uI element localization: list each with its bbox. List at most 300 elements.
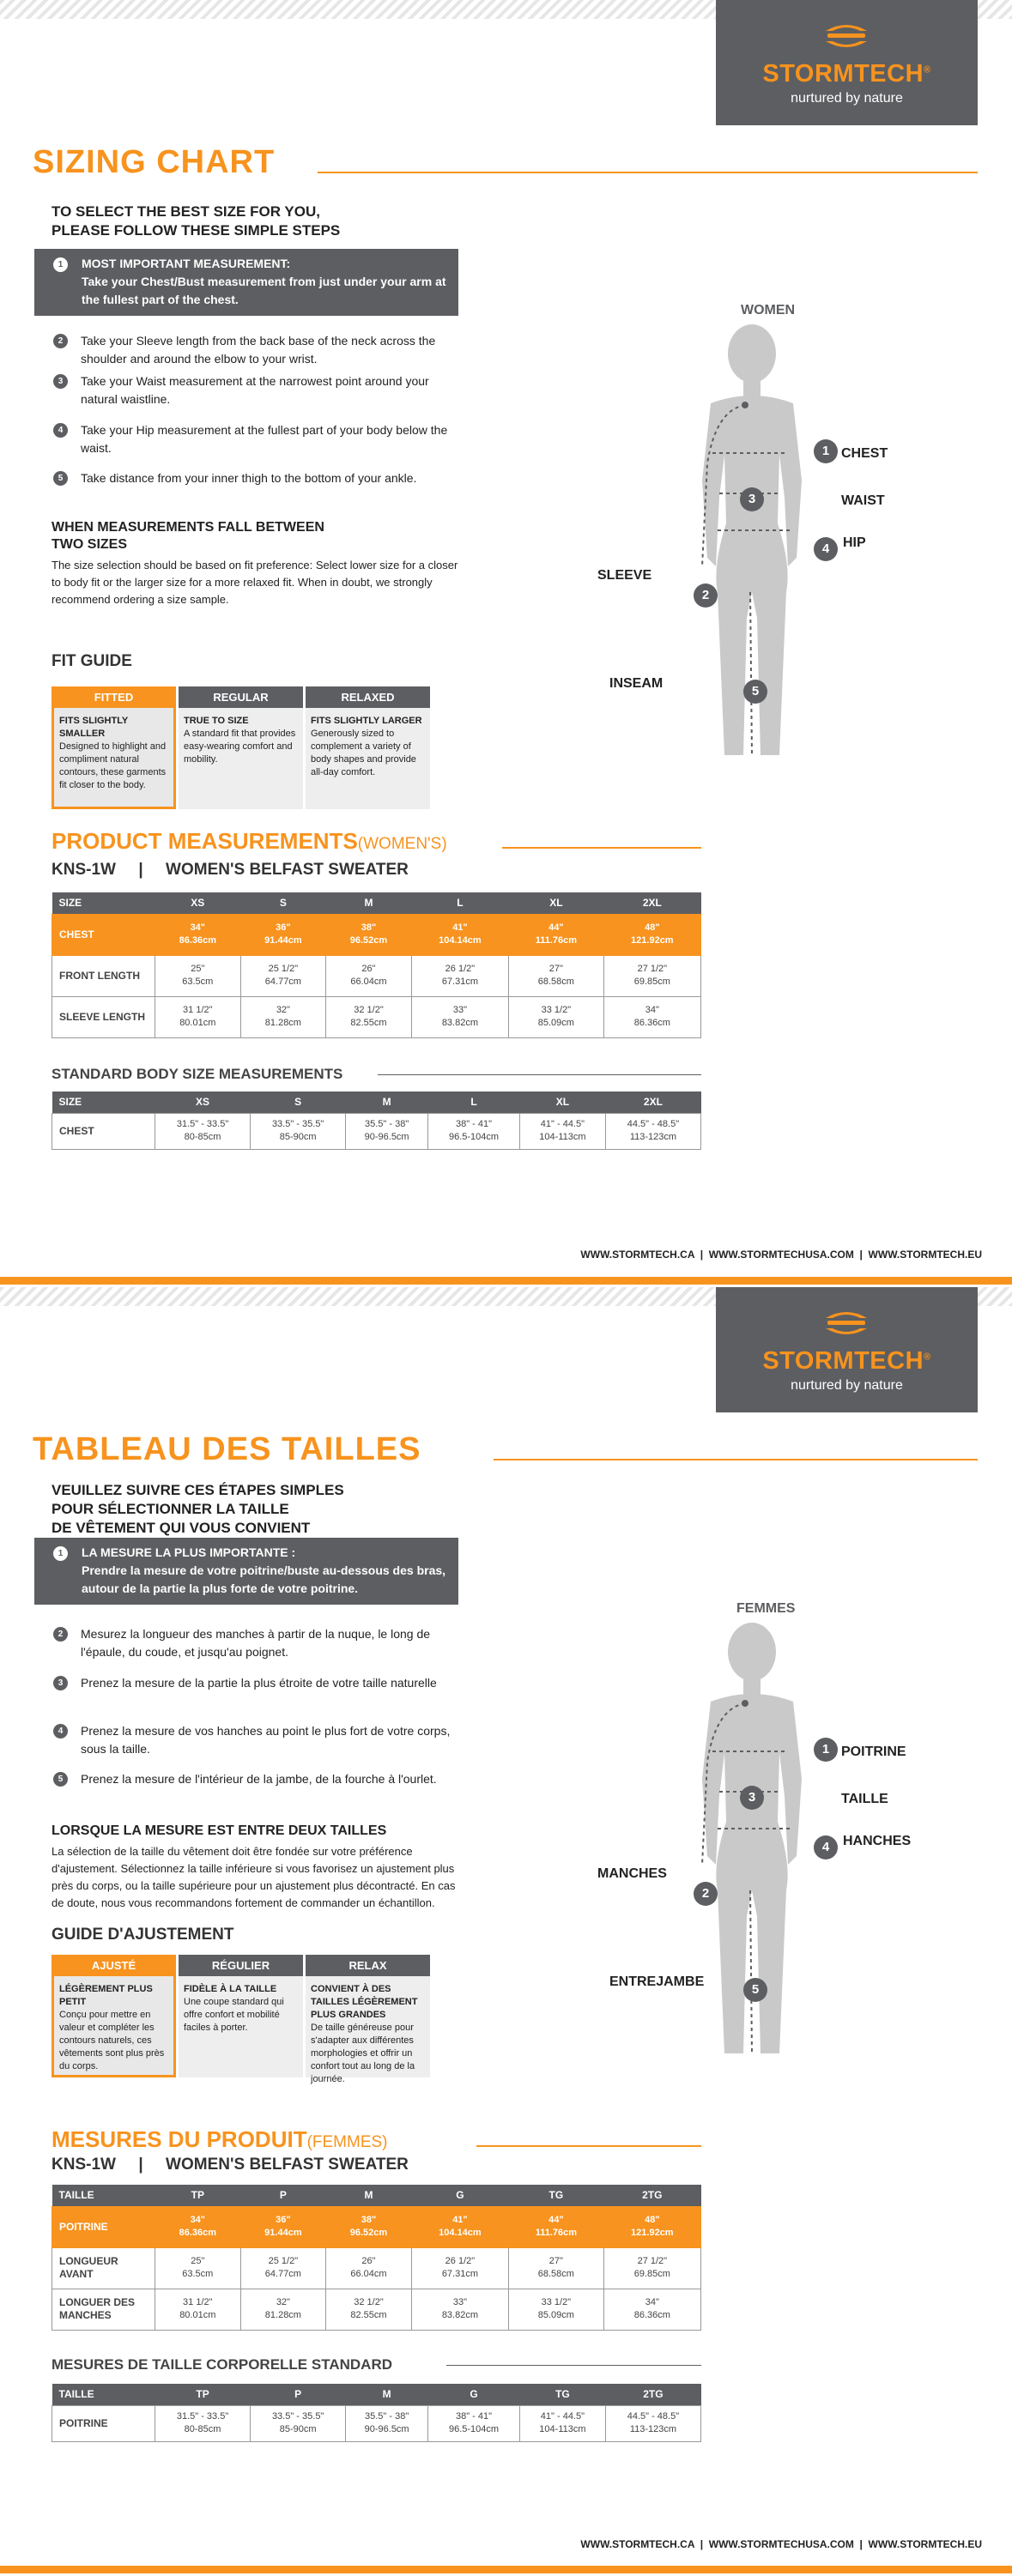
table-cell (603, 2206, 700, 2247)
cell-cm: 64.77cm (264, 2269, 301, 2279)
title-rule (318, 172, 978, 173)
cell-inches: 41" (452, 922, 468, 933)
cell-inches: 33.5" - 35.5" (271, 1119, 324, 1129)
cell-inches: 35.5" - 38" (365, 1119, 409, 1129)
fit-option-body (52, 708, 176, 809)
brand-reg: ® (924, 1351, 931, 1363)
cell-cm: 91.44cm (264, 935, 302, 946)
table-cell (346, 2405, 428, 2441)
table-cell (155, 2289, 241, 2330)
table-header-cell: TAILLE (52, 2185, 155, 2206)
footer-bar (0, 1277, 1012, 1285)
intro-line: TO SELECT THE BEST SIZE FOR YOU, (52, 203, 320, 220)
cell-cm: 67.31cm (441, 977, 479, 987)
product-measurements-main: PRODUCT MEASUREMENTS (52, 828, 358, 854)
cell-inches: 33 1/2" (541, 1005, 572, 1015)
step-number: 1 (53, 1546, 68, 1561)
table-cell (509, 996, 604, 1037)
step-text: Take your Waist measurement at the narrowest point around your natural waistline. (81, 374, 429, 406)
table-cell (155, 2247, 241, 2289)
footer-links: WWW.STORMTECH.CA | WWW.STORMTECHUSA.COM | WWW.STORMTECH.EU (580, 1249, 982, 1261)
table-cell (509, 2206, 604, 2247)
product-measurement-table (52, 2185, 701, 2331)
fit-option-body (306, 708, 430, 809)
figure-callout-chest: CHEST (841, 446, 888, 461)
table-cell (240, 2206, 326, 2247)
intro-line: PLEASE FOLLOW THESE SIMPLE STEPS (52, 222, 341, 239)
table-header-cell: XS (155, 892, 241, 914)
fit-option-title: LÉGÈREMENT PLUS PETIT (59, 1984, 153, 2007)
product-name: KNS-1W | WOMEN'S BELFAST SWEATER (52, 2156, 409, 2174)
fit-option-body (179, 1976, 303, 2077)
table-cell (326, 996, 412, 1037)
cell-inches: 27 1/2" (637, 2256, 668, 2266)
cell-inches: 33" (452, 1005, 467, 1015)
table-cell (240, 2247, 326, 2289)
table-cell (509, 914, 604, 955)
cell-cm: 80-85cm (184, 2424, 221, 2434)
table-cell (519, 2405, 605, 2441)
table-cell (411, 914, 508, 955)
table-cell (519, 1113, 605, 1149)
table-row (52, 955, 701, 996)
cell-cm: 69.85cm (633, 2269, 670, 2279)
table-cell (155, 1113, 251, 1149)
cell-inches: 25" (191, 964, 205, 974)
fit-option-0 (52, 1955, 176, 2077)
figure-callout-hip: HIP (843, 535, 866, 550)
cell-cm: 81.28cm (264, 1018, 301, 1028)
table-header-row (52, 2384, 701, 2405)
cell-inches: 34" (190, 2215, 206, 2225)
step-number: 3 (53, 374, 68, 389)
figure-callout-waist: WAIST (841, 493, 885, 508)
cell-cm: 85-90cm (279, 2424, 317, 2434)
table-header-cell: TP (155, 2384, 251, 2405)
table-header-cell: M (326, 892, 412, 914)
step-text: Take your Hip measurement at the fullest part of your body below the waist. (81, 423, 448, 455)
cell-cm: 86.36cm (179, 2228, 217, 2238)
product-measurements-rule (476, 2145, 701, 2147)
figure-callout-inseam: ENTREJAMBE (609, 1974, 705, 1989)
table-cell (603, 2289, 700, 2330)
cell-cm: 90-96.5cm (364, 1132, 409, 1142)
row-label: LONGUER DES MANCHES (52, 2289, 155, 2330)
fit-option-text: Conçu pour mettre en valeur et compléter les contours naturels, ces vêtements sont plus près du corps. (59, 2010, 165, 2071)
cell-inches: 35.5" - 38" (365, 2411, 409, 2422)
figure-marker-hip: 4 (814, 1835, 838, 1859)
step-number: 5 (53, 471, 68, 486)
table-cell (603, 2247, 700, 2289)
table-cell (605, 1113, 700, 1149)
table-row (52, 2405, 701, 2441)
fit-option-title: TRUE TO SIZE (184, 716, 249, 726)
table-cell (411, 955, 508, 996)
step-1-head: LA MESURE LA PLUS IMPORTANTE : (82, 1545, 296, 1559)
table-cell (155, 2206, 241, 2247)
cell-inches: 33 1/2" (541, 2297, 572, 2307)
fit-option-title: CONVIENT À DES TAILLES LÉGÈREMENT PLUS GRANDES (311, 1984, 418, 2020)
cell-inches: 38" - 41" (455, 2411, 493, 2422)
cell-cm: 121.92cm (631, 2228, 674, 2238)
cell-cm: 90-96.5cm (364, 2424, 409, 2434)
table-header-cell: XL (519, 1091, 605, 1113)
page-title: TABLEAU DES TAILLES (33, 1431, 421, 1467)
cell-inches: 34" (645, 2297, 659, 2307)
cell-inches: 31.5" - 33.5" (176, 2411, 229, 2422)
table-header-cell: M (346, 1091, 428, 1113)
table-header-cell: G (411, 2185, 508, 2206)
cell-inches: 44.5" - 48.5" (627, 1119, 680, 1129)
table-cell (240, 955, 326, 996)
table-cell (411, 996, 508, 1037)
table-header-row (52, 2185, 701, 2206)
cell-inches: 38" - 41" (455, 1119, 493, 1129)
cell-cm: 96.5-104cm (448, 1132, 500, 1142)
cell-cm: 86.36cm (179, 935, 217, 946)
table-header-cell: XS (155, 1091, 251, 1113)
row-label: CHEST (52, 914, 155, 955)
table-cell (411, 2206, 508, 2247)
figure-callout-chest: POITRINE (841, 1745, 906, 1759)
step-1-box (34, 1538, 458, 1605)
cell-cm: 66.04cm (350, 977, 387, 987)
cell-inches: 25 1/2" (268, 964, 299, 974)
cell-cm: 80-85cm (184, 1132, 221, 1142)
table-cell (251, 1113, 346, 1149)
row-label: CHEST (52, 1113, 155, 1149)
between-sizes-body: The size selection should be based on fit preference: Select lower size for a closer to body fit or the larger size for a more relaxed fit. When in doubt, we strongly recommend ordering a size sample. (52, 559, 458, 606)
table-header-cell: L (411, 892, 508, 914)
cell-cm: 83.82cm (441, 2310, 479, 2320)
fit-option-body (52, 1976, 176, 2077)
step-text: Take distance from your inner thigh to the bottom of your ankle. (81, 471, 417, 485)
step-1-box (34, 249, 458, 316)
step-number: 4 (53, 423, 68, 438)
fit-option-head: REGULAR (179, 686, 303, 708)
cell-cm: 80.01cm (179, 2310, 216, 2320)
cell-cm: 111.76cm (535, 2228, 578, 2238)
cell-inches: 26" (361, 2256, 376, 2266)
cell-inches: 25" (191, 2256, 205, 2266)
cell-cm: 69.85cm (633, 977, 670, 987)
stormtech-logo (716, 1287, 978, 1412)
between-sizes-line: TWO SIZES (52, 537, 127, 552)
fit-option-title: FITS SLIGHTLY SMALLER (59, 716, 129, 739)
cell-inches: 33" (452, 2297, 467, 2307)
step-number: 5 (53, 1772, 68, 1787)
cell-inches: 34" (645, 1005, 659, 1015)
figure-label: WOMEN (741, 303, 796, 317)
cell-inches: 33.5" - 35.5" (271, 2411, 324, 2422)
intro-heading (52, 1481, 344, 1538)
cell-inches: 26 1/2" (445, 2256, 476, 2266)
figure-marker-chest: 1 (814, 439, 838, 463)
cell-inches: 36" (276, 922, 291, 933)
fit-option-head: RÉGULIER (179, 1955, 303, 1976)
table-cell (326, 2206, 412, 2247)
figure-marker-inseam: 5 (743, 680, 767, 704)
step-text: Mesurez la longueur des manches à partir de la nuque, le long de l'épaule, du coude, et jusqu'au poignet. (81, 1627, 431, 1659)
figure-callout-inseam: INSEAM (609, 676, 664, 691)
row-label: LONGUEUR AVANT (52, 2247, 155, 2289)
fit-option-head: RELAXED (306, 686, 430, 708)
cell-cm: 104.14cm (439, 2228, 482, 2238)
cell-cm: 85.09cm (537, 1018, 574, 1028)
brand-tagline: nurtured by nature (791, 1378, 903, 1393)
cell-cm: 121.92cm (631, 935, 674, 946)
standard-measurements-rule (378, 1074, 701, 1075)
fit-option-text: Une coupe standard qui offre confort et mobilité faciles à porter. (184, 1997, 284, 2033)
step-1-head: MOST IMPORTANT MEASUREMENT: (82, 257, 291, 270)
table-cell (251, 2405, 346, 2441)
table-cell (326, 955, 412, 996)
table-cell (509, 2247, 604, 2289)
cell-cm: 96.52cm (349, 935, 388, 946)
cell-inches: 27" (548, 2256, 563, 2266)
cell-cm: 80.01cm (179, 1018, 216, 1028)
fit-option-text: Generously sized to complement a variety of body shapes and provide all-day comfort. (311, 729, 416, 777)
figure-marker-sleeve: 2 (694, 584, 718, 608)
table-header-cell: 2XL (603, 892, 700, 914)
table-cell (411, 2247, 508, 2289)
product-name: KNS-1W | WOMEN'S BELFAST SWEATER (52, 861, 409, 879)
table-header-cell: L (428, 1091, 520, 1113)
page-title: SIZING CHART (33, 144, 276, 180)
table-header-cell: S (240, 892, 326, 914)
table-header-cell: P (251, 2384, 346, 2405)
cell-inches: 27 1/2" (637, 964, 668, 974)
cell-inches: 44.5" - 48.5" (627, 2411, 680, 2422)
step-number: 2 (53, 334, 68, 348)
cell-cm: 113-123cm (629, 1132, 677, 1142)
fit-option-body (179, 708, 303, 809)
figure-callout-hip: HANCHES (843, 1834, 912, 1848)
fit-guide-title: GUIDE D'AJUSTEMENT (52, 1926, 234, 1944)
standard-measurements-title: MESURES DE TAILLE CORPORELLE STANDARD (52, 2356, 392, 2373)
product-measurements-rule (502, 847, 701, 849)
cell-cm: 96.52cm (349, 2228, 388, 2238)
row-label: FRONT LENGTH (52, 955, 155, 996)
cell-inches: 31 1/2" (183, 2297, 213, 2307)
figure-callout-sleeve: SLEEVE (597, 568, 652, 583)
table-cell (240, 2289, 326, 2330)
table-cell (326, 2247, 412, 2289)
step-text: Take your Sleeve length from the back base of the neck across the shoulder and around the elbow to your wrist. (81, 334, 436, 366)
between-sizes-line: LORSQUE LA MESURE EST ENTRE DEUX TAILLES (52, 1823, 387, 1838)
product-measurements-paren: (WOMEN'S) (357, 835, 447, 853)
cell-cm: 82.55cm (350, 2310, 387, 2320)
table-header-cell: 2XL (605, 1091, 700, 1113)
table-row (52, 1113, 701, 1149)
product-measurements-paren: (FEMMES) (306, 2133, 388, 2151)
brand-text: STORMTECH (762, 1347, 924, 1375)
table-header-cell: TAILLE (52, 2384, 155, 2405)
product-measurements-title (52, 828, 447, 855)
table-cell (240, 996, 326, 1037)
cell-cm: 111.76cm (535, 935, 578, 946)
cell-inches: 44" (548, 2215, 564, 2225)
cell-cm: 68.58cm (537, 2269, 574, 2279)
table-header-cell: SIZE (52, 892, 155, 914)
figure-marker-inseam: 5 (743, 1978, 767, 2002)
between-sizes-body: La sélection de la taille du vêtement doit être fondée sur votre préférence d'ajustement. Sélectionnez la taille inférieure si vous favorisez un ajustement plus près du corps, ou la taille supérieure pour un ajustement plus décontracté. En cas de doute, nous vous recommandons fortement de commander un échantillon. (52, 1845, 456, 1909)
table-cell (603, 996, 700, 1037)
table-header-cell: M (326, 2185, 412, 2206)
figure-marker-waist: 3 (740, 1786, 764, 1810)
cell-inches: 26" (361, 964, 376, 974)
figure-marker-waist: 3 (740, 487, 764, 511)
stormtech-mark-icon (822, 1309, 870, 1337)
table-cell (155, 955, 241, 996)
cell-cm: 86.36cm (633, 1018, 670, 1028)
standard-size-table (52, 2384, 701, 2442)
footer-bar (0, 2566, 1012, 2573)
standard-measurements-title: STANDARD BODY SIZE MEASUREMENTS (52, 1066, 343, 1082)
table-header-cell: SIZE (52, 1091, 155, 1113)
body-figure (597, 303, 994, 772)
fit-option-text: De taille généreuse pour s'adapter aux différentes morphologies et offrir un confort tout au long de la journée. (311, 2023, 415, 2084)
table-row (52, 2247, 701, 2289)
table-cell (428, 1113, 520, 1149)
fit-option-1 (179, 686, 303, 809)
cell-inches: 48" (645, 922, 660, 933)
cell-inches: 26 1/2" (445, 964, 476, 974)
table-cell (603, 955, 700, 996)
standard-measurements-rule (446, 2365, 701, 2366)
cell-inches: 44" (548, 922, 564, 933)
footer-links: WWW.STORMTECH.CA | WWW.STORMTECHUSA.COM | WWW.STORMTECH.EU (580, 2538, 982, 2550)
cell-cm: 68.58cm (537, 977, 574, 987)
brand-reg: ® (924, 64, 931, 76)
fit-option-head: RELAX (306, 1955, 430, 1976)
step-number: 4 (53, 1724, 68, 1738)
product-measurement-table (52, 892, 701, 1038)
step-1-body: Prendre la mesure de votre poitrine/buste au-dessous des bras, autour de la partie la plus forte de votre poitrine. (82, 1563, 446, 1595)
step-number: 1 (53, 257, 68, 272)
table-cell (346, 1113, 428, 1149)
cell-cm: 104.14cm (439, 935, 482, 946)
step-1-body: Take your Chest/Bust measurement from just under your arm at the fullest part of the chest. (82, 275, 446, 306)
sizing-page (0, 1287, 1012, 2574)
cell-inches: 32 1/2" (354, 2297, 384, 2307)
brand-name (716, 1347, 978, 1376)
step-text: Prenez la mesure de la partie la plus étroite de votre taille naturelle (81, 1676, 437, 1690)
table-cell (509, 2289, 604, 2330)
cell-cm: 104-113cm (539, 1132, 586, 1142)
cell-inches: 31.5" - 33.5" (176, 1119, 229, 1129)
cell-inches: 41" - 44.5" (540, 2411, 585, 2422)
cell-cm: 63.5cm (182, 2269, 214, 2279)
cell-inches: 34" (190, 922, 206, 933)
table-row (52, 914, 701, 955)
fit-option-text: A standard fit that provides easy-wearing comfort and mobility. (184, 729, 296, 765)
fit-option-0 (52, 686, 176, 809)
fit-option-title: FITS SLIGHTLY LARGER (311, 716, 422, 726)
cell-inches: 32 1/2" (354, 1005, 384, 1015)
product-measurements-main: MESURES DU PRODUIT (52, 2126, 307, 2152)
fit-option-1 (179, 1955, 303, 2077)
table-header-cell: 2TG (605, 2384, 700, 2405)
cell-inches: 25 1/2" (268, 2256, 299, 2266)
table-cell (603, 914, 700, 955)
figure-marker-sleeve: 2 (694, 1882, 718, 1906)
cell-inches: 38" (361, 2215, 377, 2225)
cell-cm: 67.31cm (441, 2269, 479, 2279)
between-sizes-line: WHEN MEASUREMENTS FALL BETWEEN (52, 520, 324, 535)
table-header-cell: P (240, 2185, 326, 2206)
table-cell (240, 914, 326, 955)
fit-option-2 (306, 686, 430, 809)
table-row (52, 996, 701, 1037)
fit-option-body (306, 1976, 430, 2084)
between-sizes-heading (52, 1823, 386, 1840)
figure-marker-hip: 4 (814, 537, 838, 561)
standard-size-table (52, 1091, 701, 1150)
table-cell (605, 2405, 700, 2441)
cell-cm: 81.28cm (264, 2310, 301, 2320)
cell-inches: 27" (548, 964, 563, 974)
step-number: 3 (53, 1676, 68, 1690)
table-header-row (52, 1091, 701, 1113)
row-label: POITRINE (52, 2405, 155, 2441)
brand-name (716, 60, 978, 88)
table-cell (155, 914, 241, 955)
table-header-cell: G (428, 2384, 520, 2405)
between-sizes-heading (52, 519, 324, 553)
cell-inches: 32" (276, 2297, 290, 2307)
cell-cm: 104-113cm (539, 2424, 586, 2434)
table-header-cell: TP (155, 2185, 241, 2206)
cell-cm: 85-90cm (279, 1132, 317, 1142)
cell-cm: 113-123cm (629, 2424, 677, 2434)
cell-inches: 41" (452, 2215, 468, 2225)
stormtech-mark-icon (822, 22, 870, 50)
step-number: 2 (53, 1627, 68, 1642)
fit-guide-title: FIT GUIDE (52, 652, 132, 670)
table-cell (509, 955, 604, 996)
table-header-row (52, 892, 701, 914)
cell-inches: 32" (276, 1005, 290, 1015)
table-header-cell: XL (509, 892, 604, 914)
row-label: POITRINE (52, 2206, 155, 2247)
body-figure (597, 1601, 994, 2071)
fit-option-2 (306, 1955, 430, 2084)
step-text: Prenez la mesure de l'intérieur de la jambe, de la fourche à l'ourlet. (81, 1772, 437, 1786)
figure-callout-sleeve: MANCHES (597, 1866, 667, 1881)
figure-callout-waist: TAILLE (841, 1792, 888, 1806)
cell-cm: 63.5cm (182, 977, 214, 987)
table-cell (155, 2405, 251, 2441)
cell-inches: 36" (276, 2215, 291, 2225)
cell-inches: 48" (645, 2215, 660, 2225)
cell-inches: 41" - 44.5" (540, 1119, 585, 1129)
brand-tagline: nurtured by nature (791, 91, 903, 106)
fit-option-title: FIDÈLE À LA TAILLE (184, 1984, 277, 1994)
table-cell (326, 914, 412, 955)
table-row (52, 2289, 701, 2330)
cell-cm: 96.5-104cm (448, 2424, 500, 2434)
intro-line: DE VÊTEMENT QUI VOUS CONVIENT (52, 1520, 311, 1536)
intro-line: VEUILLEZ SUIVRE CES ÉTAPES SIMPLES (52, 1482, 344, 1498)
stormtech-logo (716, 0, 978, 125)
cell-inches: 31 1/2" (183, 1005, 213, 1015)
intro-heading (52, 203, 340, 240)
cell-cm: 86.36cm (633, 2310, 670, 2320)
cell-cm: 91.44cm (264, 2228, 302, 2238)
step-text: Prenez la mesure de vos hanches au point le plus fort de votre corps, sous la taille. (81, 1724, 451, 1756)
row-label: SLEEVE LENGTH (52, 996, 155, 1037)
